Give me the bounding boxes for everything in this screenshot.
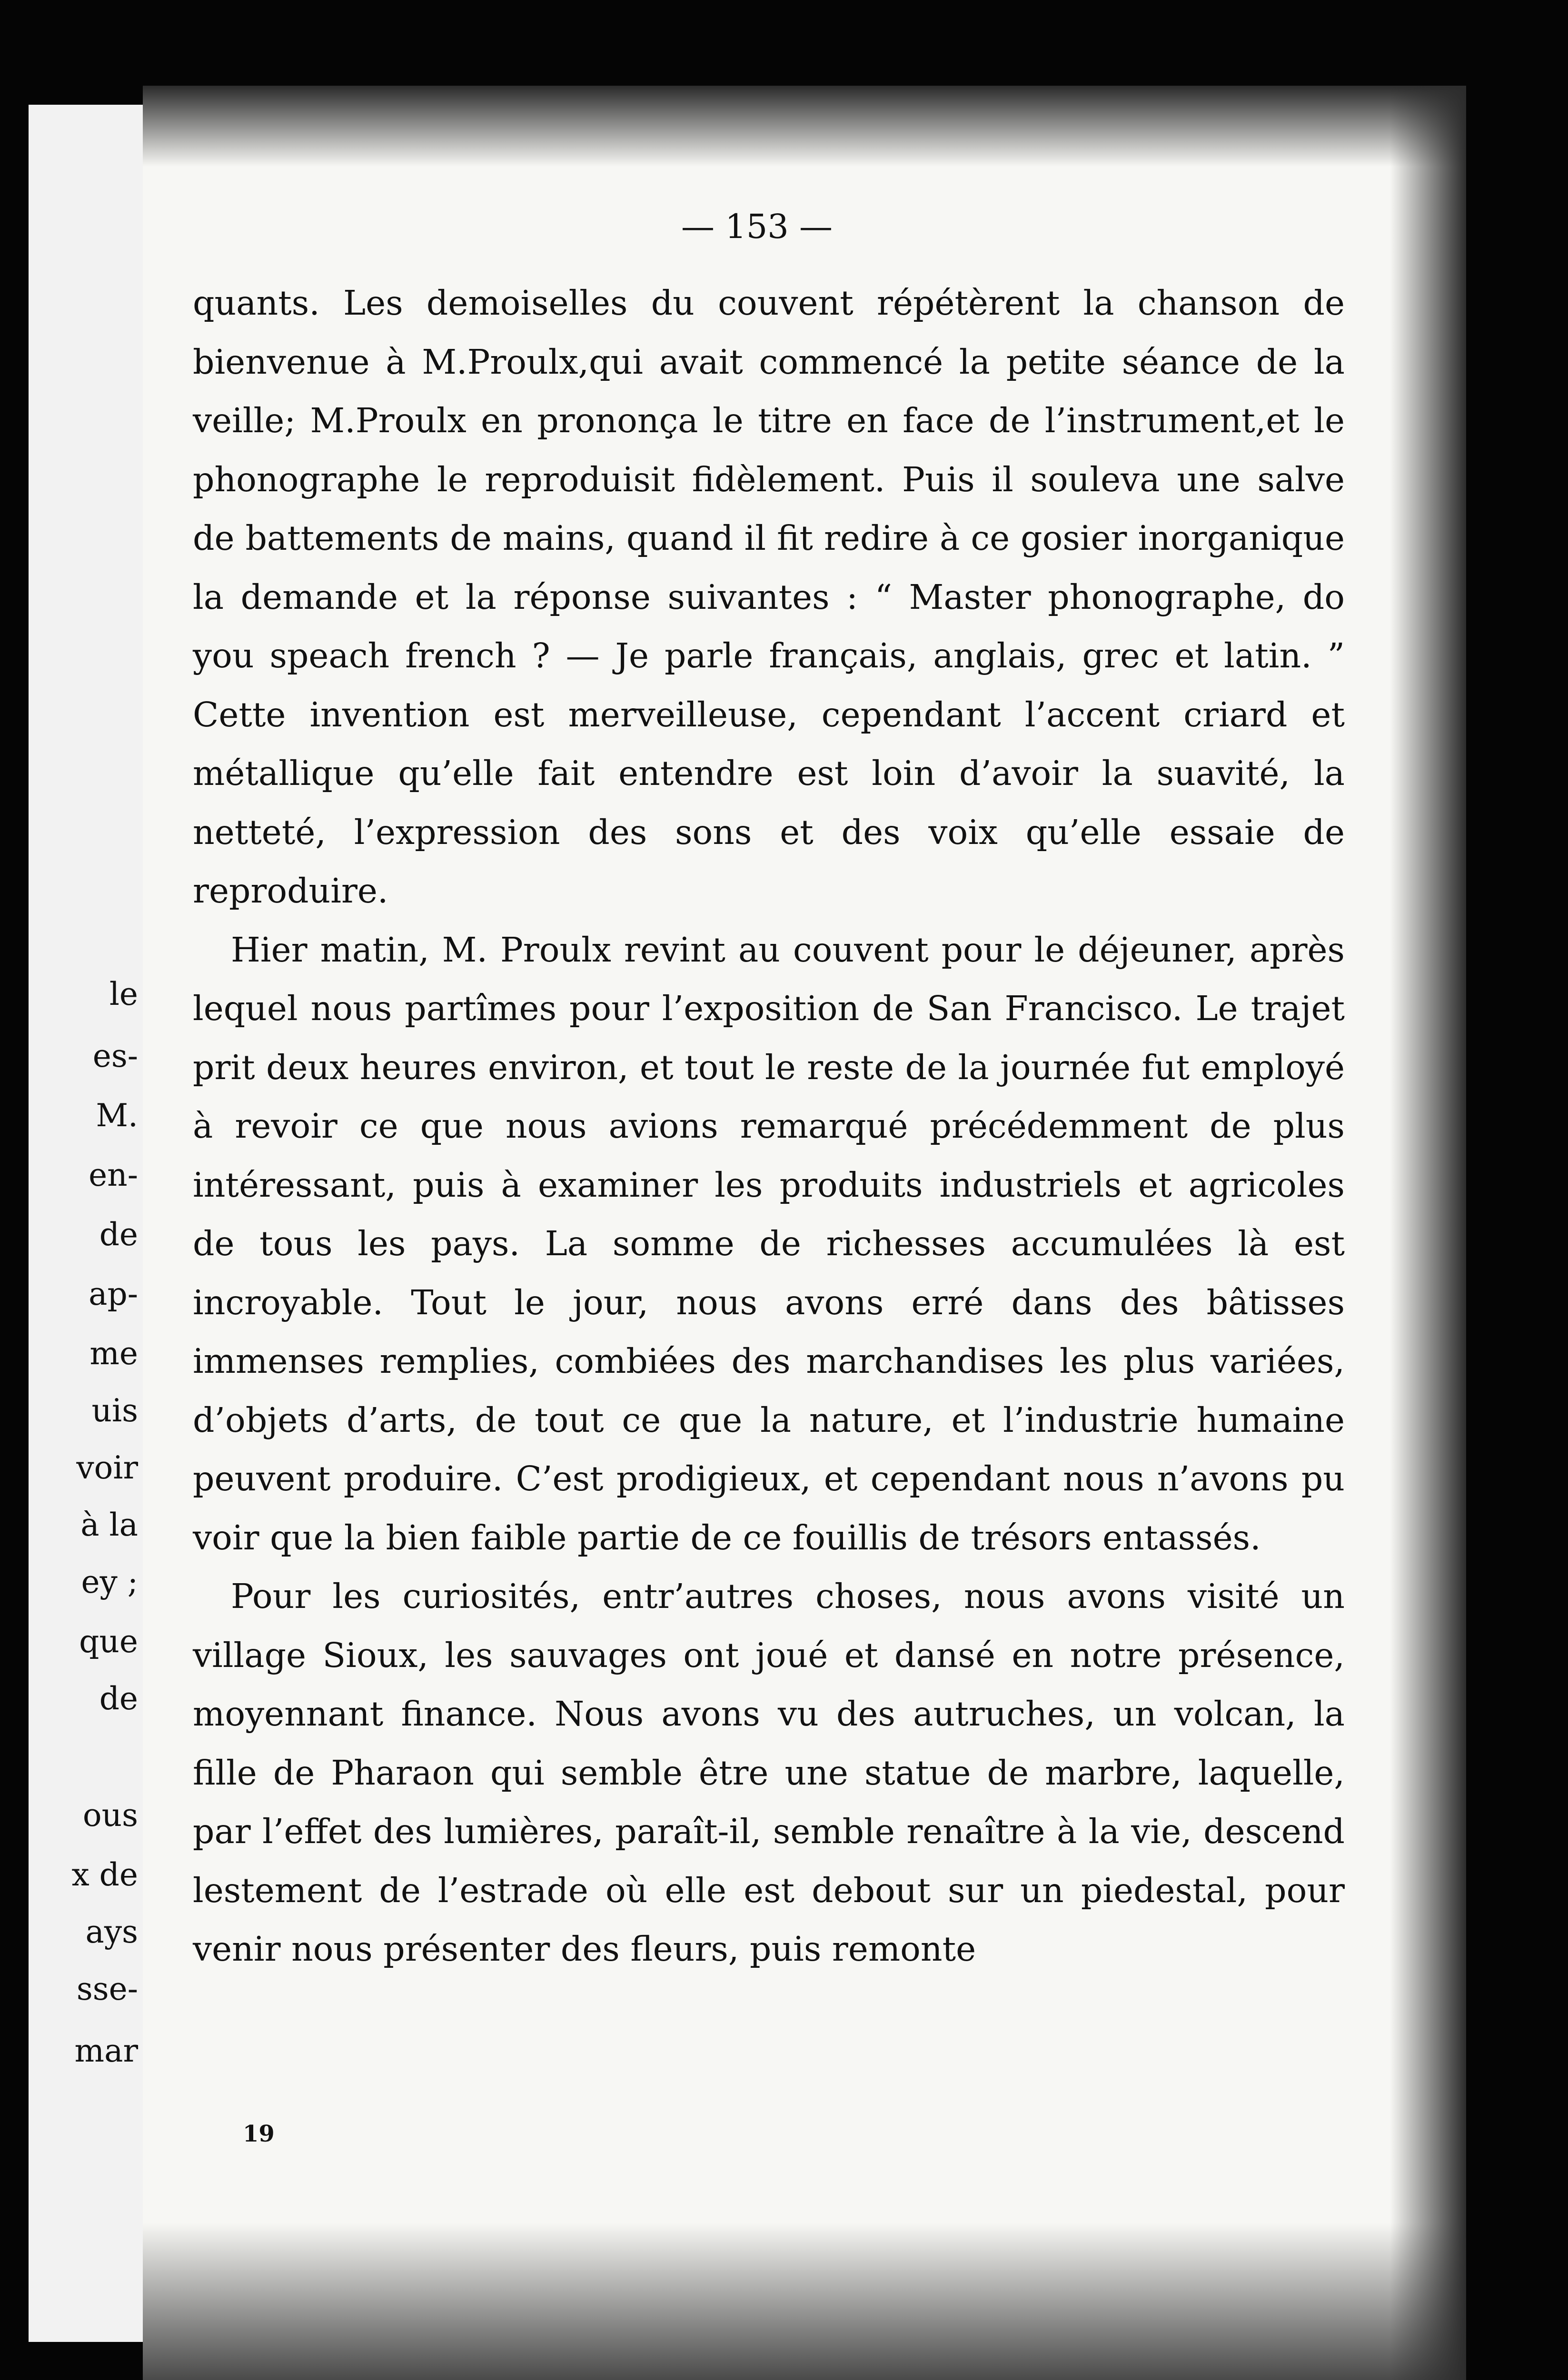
signature-mark: 19 [243,2121,275,2147]
facing-fragment: le [109,976,138,1012]
facing-fragment: mar [74,2033,138,2069]
facing-fragment: ays [85,1914,138,1950]
facing-fragment: à la [80,1507,138,1543]
scan-shadow-top [143,86,1466,167]
facing-fragment: x de [71,1856,138,1893]
paragraph: Hier matin, M. Proulx revint au couvent pour le déjeuner, après lequel nous partîmes pour l’exposition de San Francisco. Le trajet prit deux heures environ, et tout le reste de la journée fut employé à revoir ce que nous avions remarqué précédemment de plus intéressant, puis à examiner les produits industriels et agricoles de tous les pays. La somme de richesses accumulées là est incroyable. Tout le jour, nous avons erré dans des bâtisses immenses remplies, combiées des marchandises les plus variées, d’objets d’arts, de tout ce que la nature, et l’industrie humaine peuvent produire. C’est prodigieux, et cependant nous n’avons pu voir que la bien faible partie de ce fouillis de trésors entassés. [193,930,1345,1557]
facing-fragment: ap- [89,1276,138,1312]
facing-fragment: voir [76,1449,138,1486]
paragraph: quants. Les demoiselles du couvent répétèrent la chanson de bienvenue à M.Proulx,qui avait commencé la petite séance de la veille; M.Proulx en prononça le titre en face de l’instrument,et le phonographe le reproduisit fidèlement. Puis il souleva une salve de battements de mains, quand il fit redire à ce gosier inorganique la demande et la réponse suivantes : “ Master phonographe, do you speach french ? — Je parle français, anglais, grec et latin. ” Cette invention est merveilleuse, cependant l’accent criard et métallique qu’elle fait entendre est loin d’avoir la suavité, la netteté, l’expression des sons et des voix qu’elle essaie de reproduire. [193,283,1345,911]
paragraph: Pour les curiosités, entr’autres choses, nous avons visité un village Sioux, les sauvages ont joué et dansé en notre présence, moyennant finance. Nous avons vu des autruches, un volcan, la fille de Pharaon qui semble être une statue de marbre, laquelle, par l’effet des lumières, paraît-il, semble renaître à la vie, descend lestement de l’estrade où elle est debout sur un piedestal, pour venir nous présenter des fleurs, puis remonte [193,1577,1345,1969]
facing-page-strip [29,105,143,2342]
scan-shadow-bottom [143,2223,1466,2380]
book-page [143,86,1466,2380]
facing-fragment: ey ; [81,1564,138,1600]
body-text [193,274,1345,1979]
page-number: — 153 — [681,207,833,246]
facing-fragment: ous [82,1797,138,1834]
facing-fragment: uis [91,1392,138,1429]
facing-fragment: es- [92,1038,138,1074]
facing-fragment: me [89,1335,138,1372]
scan-shadow-right [1390,86,1466,2380]
facing-fragment: que [79,1623,138,1660]
facing-fragment: M. [96,1097,138,1134]
facing-fragment: sse- [76,1971,138,2007]
facing-fragment: en- [89,1157,138,1193]
facing-fragment: de [99,1680,138,1717]
facing-fragment: de [99,1216,138,1253]
